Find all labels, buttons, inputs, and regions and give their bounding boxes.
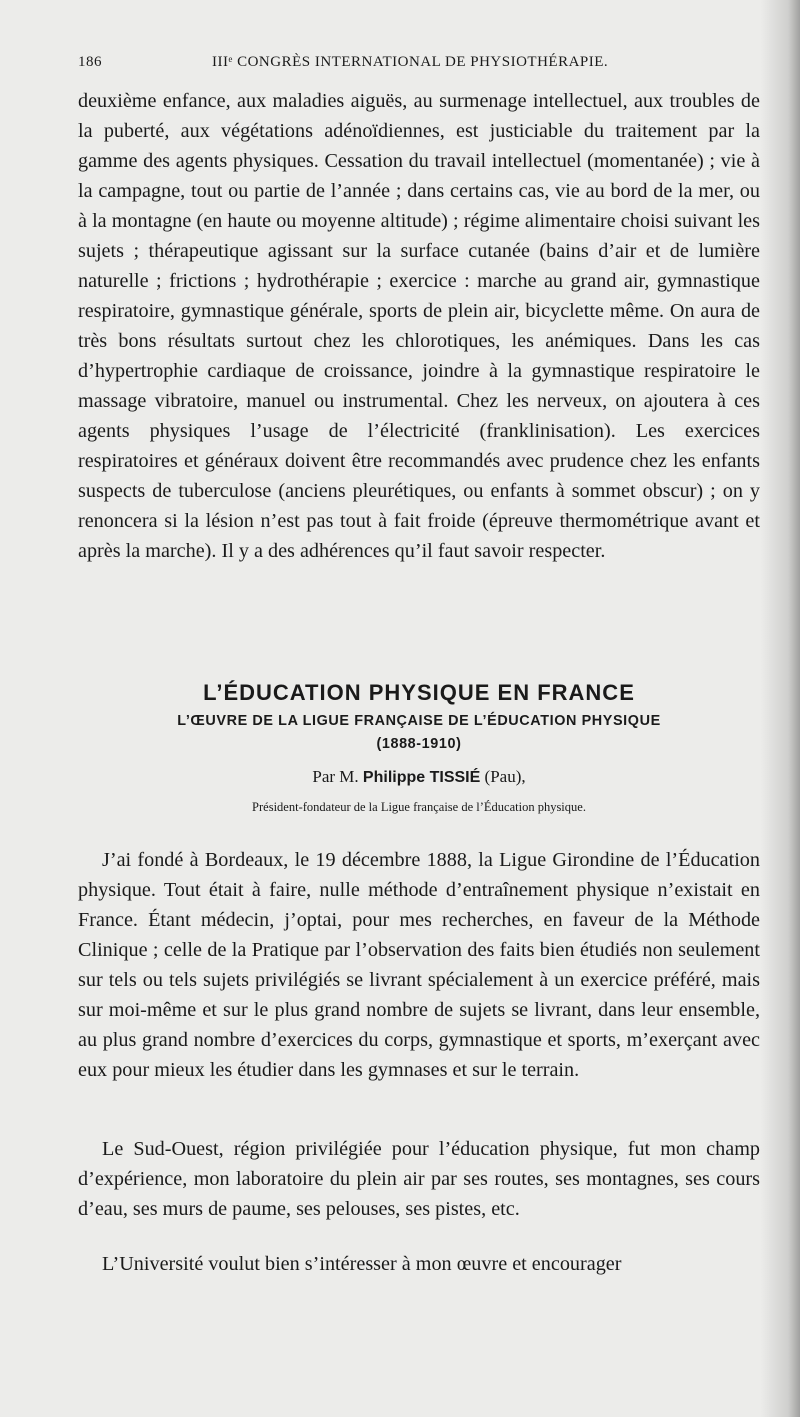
running-title: IIIᵉ CONGRÈS INTERNATIONAL DE PHYSIOTHÉRAPIE.	[212, 54, 609, 70]
byline-suffix: (Pau),	[484, 767, 526, 786]
page-edge-shadow	[760, 0, 800, 1417]
author-name: Philippe TISSIÉ	[362, 769, 481, 786]
continuation-paragraph: deuxième enfance, aux maladies aiguës, au surmenage intellectuel, aux troubles de la puberté, aux végétations adénoïdiennes, est justiciable du traitement par la gamme des agents physiques. Cessation du travail intellectuel (momentanée) ; vie à la campagne, tout ou partie de l’année ; dans certains cas, vie au bord de la mer, ou à la montagne (en haute ou moyenne altitude) ; régime alimentaire choisi suivant les sujets ; thérapeutique agissant sur la surface cutanée (bains d’air et de lumière naturelle ; frictions ; hydrothérapie ; exercice : marche au grand air, gymnastique respiratoire, gymnastique générale, sports de plein air, bicyclette même. On aura de très bons résultats surtout chez les chlorotiques, les anémiques. Dans les cas d’hypertrophie cardiaque de croissance, joindre à la gymnastique respiratoire le massage vibratoire, manuel ou instrumental. Chez les nerveux, on ajoutera à ces agents physiques l’usage de l’électricité (franklinisation). Les exercices respiratoires et généraux doivent être recommandés avec prudence chez les enfants suspects de tuberculose (anciens pleurétiques, ou enfants à sommet obscur) ; on y renoncera si la lésion n’est pas tout à fait froide (épreuve thermométrique avant et après la marche). Il y a des adhérences qu’il faut savoir respecter.	[78, 90, 760, 562]
byline	[78, 767, 760, 787]
section-title: L’ÉDUCATION PHYSIQUE EN FRANCE	[203, 680, 635, 705]
running-head	[78, 54, 758, 76]
section-subtitle: L’ŒUVRE DE LA LIGUE FRANÇAISE DE L’ÉDUCATION PHYSIQUE	[177, 713, 661, 729]
paragraph-founding: J’ai fondé à Bordeaux, le 19 décembre 1888, la Ligue Girondine de l’Éducation physique. Tout était à faire, nulle méthode d’entraînement physique n’existait en France. Étant médecin, j’optai, pour mes recherches, en faveur de la Méthode Clinique ; celle de la Pratique par l’observation des faits bien étudiés non seulement sur tels ou tels sujets privilégiés se livrant spécialement à un exercice préféré, mais sur moi-même et sur le plus grand nombre de sujets se livrant, dans leur ensemble, au plus grand nombre d’exercices du corps, gymnastique et sports, m’exerçant avec eux pour mieux les étudier dans les gymnases et sur le terrain.	[78, 849, 760, 1081]
page-number: 186	[78, 54, 102, 70]
paragraph-universite: L’Université voulut bien s’intéresser à mon œuvre et encourager	[102, 1253, 622, 1275]
author-affiliation: Président-fondateur de la Ligue française de l’Éducation physique.	[252, 800, 586, 814]
paragraph-sud-ouest: Le Sud-Ouest, région privilégiée pour l’éducation physique, fut mon champ d’expérience, mon laboratoire du plein air par ses routes, ses montagnes, ses cours d’eau, ses murs de paume, ses pelouses, ses pistes, etc.	[78, 1138, 760, 1220]
byline-prefix: Par M.	[312, 767, 359, 786]
section-dates: (1888-1910)	[376, 736, 462, 752]
